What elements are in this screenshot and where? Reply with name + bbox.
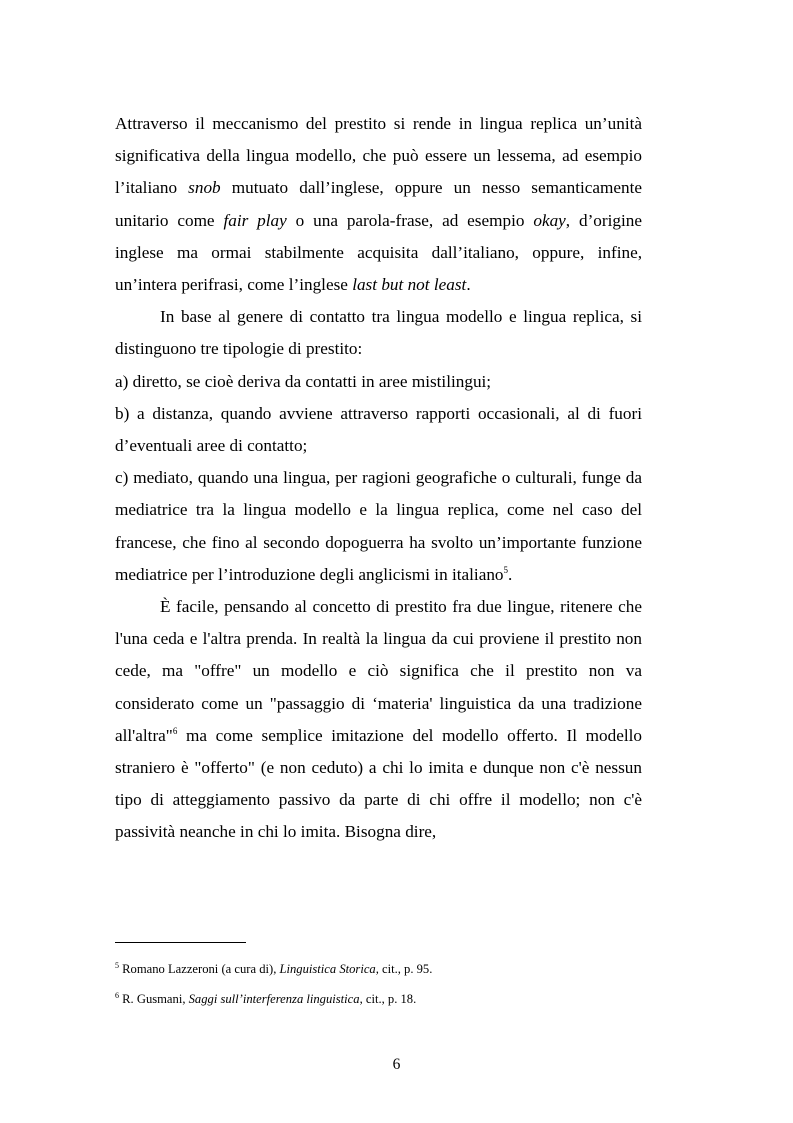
term-fair-play: fair play — [223, 210, 287, 230]
footnote-ref-5: 5 — [503, 564, 509, 575]
term-last-but-not-least: last but not least — [352, 275, 467, 295]
paragraph-tipologie: In base al genere di contatto tra lingua modello e lingua replica, si distinguono tre tipologie di prestito: — [115, 307, 642, 359]
text-run: mutuato dall’inglese, oppure un nesso semanticamente unitario come — [115, 178, 642, 230]
footnote-title: Saggi sull’interferenza linguistica — [188, 992, 360, 1006]
term-okay: okay — [533, 210, 566, 230]
list-item-b: b) a distanza, quando avviene attraverso rapporti occasionali, al di fuori d’eventuali aree di contatto; — [115, 403, 642, 456]
text-run: . — [508, 564, 513, 584]
list-item-c — [115, 462, 642, 591]
footnote-divider — [115, 942, 246, 943]
footnote-ref-6: 6 — [172, 725, 178, 736]
term-snob: snob — [188, 178, 221, 198]
list-item-a: a) diretto, se cioè deriva da contatti in aree mistilingui; — [115, 371, 492, 391]
footnote-title: Linguistica Storica, — [279, 962, 379, 976]
footnote-author: R. Gusmani, — [119, 992, 189, 1006]
footnotes — [115, 962, 642, 1022]
text-run: È facile, pensando al concetto di prestito fra due lingue, ritenere che l'una ceda e l'altra prenda. In realtà la lingua da cui proviene il prestito non cede, ma "offre" un modello e ciò significa che il prestito non va considerato come un "passaggio di ‘materia' linguistica da una tradizione all'altra" — [115, 597, 642, 745]
footnote-6 — [115, 992, 642, 1006]
paragraph-concetto-prestito — [115, 591, 642, 849]
text-run: Attraverso il meccanismo del prestito si rende in lingua replica un’unità significativa della lingua modello, che può essere un lessema, ad esempio l’italiano — [115, 114, 642, 198]
footnote-number: 5 — [115, 961, 119, 970]
text-run: ma come semplice imitazione del modello offerto. Il modello straniero è "offerto" (e non ceduto) a chi lo imita e dunque non c'è nessun tipo di atteggiamento passivo da parte di chi offre il modello; non c'è passività neanche in chi lo imita. Bisogna dire, — [115, 725, 642, 842]
footnote-citation: , cit., p. 18. — [359, 992, 417, 1006]
footnote-citation: cit., p. 95. — [378, 962, 433, 976]
page-number: 6 — [392, 1056, 401, 1073]
footnote-5 — [115, 962, 642, 976]
page-body — [115, 108, 642, 849]
footnote-number: 6 — [115, 991, 119, 1000]
text-run: , d’origine inglese ma ormai stabilmente acquisita dall’italiano, oppure, infine, un’intera perifrasi, come l’inglese — [115, 210, 642, 295]
footnote-author: Romano Lazzeroni (a cura di), — [119, 962, 280, 976]
paragraph-prestito-meccanismo — [115, 108, 642, 301]
text-run: o una parola-frase, ad esempio — [286, 210, 534, 230]
text-run: . — [466, 275, 471, 295]
text-run: c) mediato, quando una lingua, per ragioni geografiche o culturali, funge da mediatrice tra la lingua modello e la lingua replica, come nel caso del francese, che fino al secondo dopoguerra ha svolto un’importante funzione mediatrice per l’introduzione degli anglicismi in italiano — [115, 468, 642, 584]
